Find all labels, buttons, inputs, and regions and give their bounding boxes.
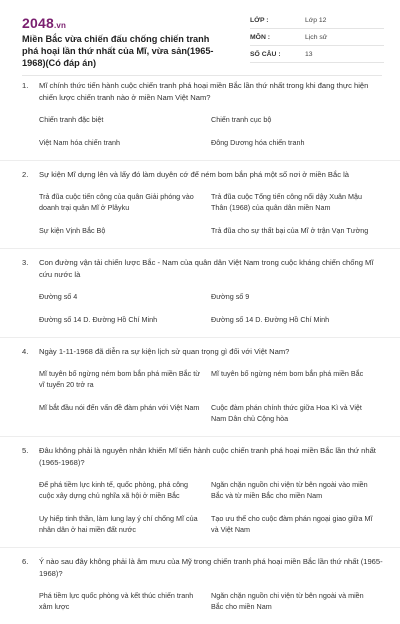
option-b[interactable]: Đường số 9 xyxy=(211,292,250,301)
option-row xyxy=(39,513,384,535)
option-a[interactable]: Đường số 4 xyxy=(39,292,78,301)
options xyxy=(22,114,384,148)
meta-value: Lớp 12 xyxy=(305,17,327,24)
option-row xyxy=(39,114,384,125)
option-row xyxy=(39,479,384,501)
options xyxy=(22,479,384,535)
meta-row-class xyxy=(250,12,384,29)
question-body: Mĩ chính thức tiến hành cuộc chiến tranh phá hoại miền Bắc lần thứ nhất trong khi đang thực hiện chiến lược chiến tranh nào ở miền Nam Việt Nam? xyxy=(39,81,369,102)
option-a[interactable]: Mĩ tuyên bố ngừng ném bom bắn phá miền Bắc từ vĩ tuyến 20 trở ra xyxy=(39,369,201,389)
question-text xyxy=(22,445,384,469)
question-2 xyxy=(22,169,384,236)
meta-key: LỚP : xyxy=(250,17,269,24)
option-a[interactable]: Để phá tiềm lực kinh tế, quốc phòng, phá công cuộc xây dựng chủ nghĩa xã hội ở miền Bắc xyxy=(39,480,189,500)
question-text xyxy=(22,169,384,181)
question-5 xyxy=(22,445,384,535)
meta-key: SỐ CÂU : xyxy=(250,51,281,58)
brand-logo[interactable] xyxy=(22,15,66,31)
question-text xyxy=(22,257,384,281)
option-d[interactable]: Đường số 14 D. Đường Hồ Chí Minh xyxy=(211,315,330,324)
meta-row-count xyxy=(250,46,384,63)
option-d[interactable]: Trả đũa cho sự thất bại của Mĩ ở trận Vạn Tường xyxy=(211,226,369,235)
option-c[interactable]: Uy hiếp tinh thần, làm lung lay ý chí chống Mĩ của nhân dân ở hai miền đất nước xyxy=(39,514,198,534)
question-number: 3. xyxy=(22,258,29,267)
option-d[interactable]: Tạo ưu thế cho cuộc đàm phán ngoại giao giữa Mĩ và Việt Nam xyxy=(211,514,373,534)
question-body: Sự kiện Mĩ dựng lên và lấy đó làm duyên cớ để ném bom bắn phá một số nơi ở miền Bắc là xyxy=(39,170,350,179)
brand-name: 2048 xyxy=(22,15,54,31)
meta-row-subject xyxy=(250,29,384,46)
question-body: Con đường vận tải chiến lược Bắc - Nam của quân dân Việt Nam trong cuộc kháng chiến chống Mĩ cứu nước là xyxy=(39,258,374,279)
meta-value: 13 xyxy=(305,51,313,58)
meta-panel xyxy=(250,12,384,63)
option-c[interactable]: Sự kiện Vịnh Bắc Bộ xyxy=(39,226,106,235)
question-number: 5. xyxy=(22,446,29,455)
meta-value: Lịch sử xyxy=(305,34,328,41)
question-separator xyxy=(0,436,400,437)
option-a[interactable]: Trả đũa cuộc tiến công của quân Giải phóng vào doanh trại quân Mĩ ở Plâyku xyxy=(39,192,194,212)
question-4 xyxy=(22,346,384,424)
question-number: 2. xyxy=(22,170,29,179)
header-divider xyxy=(22,75,382,76)
document-title: Miền Bắc vừa chiến đấu chống chiến tranh phá hoại lần thứ nhất của Mĩ, vừa sản(1965-1968)(Có đáp án) xyxy=(22,34,214,68)
options xyxy=(22,291,384,325)
option-b[interactable]: Chiến tranh cục bộ xyxy=(211,115,272,124)
option-row xyxy=(39,402,384,424)
option-a[interactable]: Phá tiềm lực quốc phòng và kết thúc chiến tranh xâm lược xyxy=(39,591,194,611)
header xyxy=(22,12,382,72)
question-1 xyxy=(22,80,384,148)
options xyxy=(22,590,384,612)
question-separator xyxy=(0,337,400,338)
option-row xyxy=(39,137,384,148)
question-number: 4. xyxy=(22,347,29,356)
question-number: 1. xyxy=(22,81,29,90)
option-row xyxy=(39,291,384,302)
option-row xyxy=(39,191,384,213)
option-c[interactable]: Việt Nam hóa chiến tranh xyxy=(39,138,120,147)
question-list xyxy=(22,80,384,624)
question-3 xyxy=(22,257,384,325)
question-separator xyxy=(0,547,400,548)
options xyxy=(22,368,384,424)
question-number: 6. xyxy=(22,557,29,566)
question-text xyxy=(22,556,384,580)
option-c[interactable]: Mĩ bắt đầu nói đến vấn đề đàm phán với Việt Nam xyxy=(39,403,200,412)
option-b[interactable]: Trả đũa cuộc Tổng tiến công nổi dậy Xuân Mậu Thân (1968) của quân dân miền Nam xyxy=(211,192,363,212)
option-b[interactable]: Ngăn chặn nguồn chi viện từ bên ngoài vào miền Bắc và từ miền Bắc cho miền Nam xyxy=(211,480,368,500)
option-b[interactable]: Mĩ tuyên bố ngừng ném bom bắn phá miền Bắc xyxy=(211,369,364,378)
question-body: Đâu không phải là nguyên nhân khiến Mĩ tiến hành cuộc chiến tranh phá hoại miền Bắc lần thứ nhất (1965-1968)? xyxy=(39,446,376,467)
option-row xyxy=(39,590,384,612)
question-text xyxy=(22,346,384,358)
question-body: Ngày 1-11-1968 đã diễn ra sự kiện lịch sử quan trọng gì đối với Việt Nam? xyxy=(39,347,290,356)
question-6 xyxy=(22,556,384,612)
option-d[interactable]: Đông Dương hóa chiến tranh xyxy=(211,138,305,147)
option-c[interactable]: Đường số 14 D. Đường Hồ Chí Minh xyxy=(39,315,158,324)
option-b[interactable]: Ngăn chặn nguồn chi viện từ bên ngoài và miền Bắc cho miền Nam xyxy=(211,591,364,611)
question-separator xyxy=(0,248,400,249)
brand-suffix: .vn xyxy=(53,21,67,30)
meta-key: MÔN : xyxy=(250,34,271,41)
question-body: Ý nào sau đây không phải là âm mưu của Mỹ trong chiến tranh phá hoại miền Bắc lần thứ nhất (1965-1968)? xyxy=(39,557,383,578)
option-row xyxy=(39,225,384,236)
option-a[interactable]: Chiến tranh đặc biệt xyxy=(39,115,104,124)
option-row xyxy=(39,314,384,325)
question-text xyxy=(22,80,384,104)
question-separator xyxy=(0,160,400,161)
option-row xyxy=(39,368,384,390)
option-d[interactable]: Cuộc đàm phán chính thức giữa Hoa Kì và Việt Nam Dân chủ Cộng hòa xyxy=(211,403,362,423)
options xyxy=(22,191,384,236)
